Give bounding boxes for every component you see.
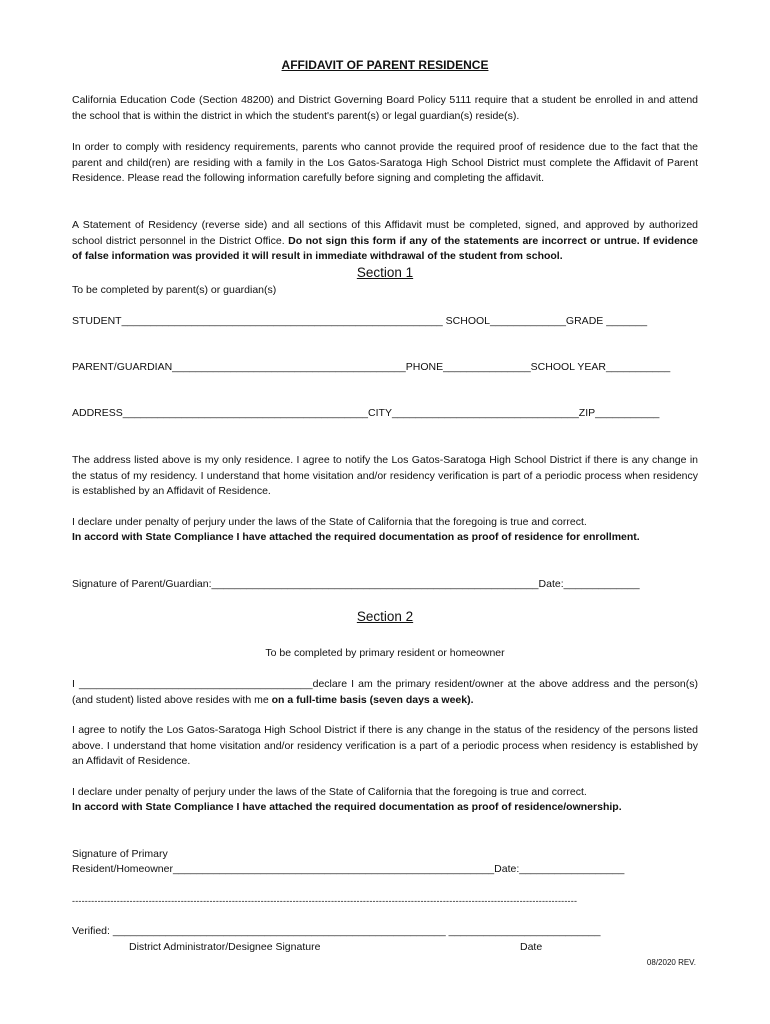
- section-1-subheading: To be completed by parent(s) or guardian(s): [72, 284, 277, 296]
- section-2-subheading: To be completed by primary resident or homeowner: [265, 647, 505, 659]
- parent-signature-date-field[interactable]: Signature of Parent/Guardian:________________________________________________________Date:_____________: [72, 578, 640, 590]
- administrator-signature-caption: District Administrator/Designee Signature: [129, 941, 321, 953]
- document-title: AFFIDAVIT OF PARENT RESIDENCE: [281, 58, 489, 72]
- cut-line-divider: --------------------------------------------------------------------------------------------------------------------------------------------------------------: [72, 896, 578, 906]
- resident-declaration-text: I ________________________________________declare I am the primary resident/owner at the above address and the person(s) (and student) listed above resides with me: [72, 678, 698, 706]
- section-2-declaration: I declare under penalty of perjury under the laws of the State of California that the foregoing is true and correct.: [72, 786, 587, 798]
- intro-paragraph-3-text: A Statement of Residency (reverse side) and all sections of this Affidavit must be completed, signed, and approved by authorized school district personnel in the District Office.: [72, 219, 698, 247]
- address-city-zip-field[interactable]: ADDRESS__________________________________________CITY________________________________ZIP___________: [72, 407, 660, 419]
- resident-declaration-fulltime: on a full-time basis (seven days a week).: [271, 693, 474, 706]
- verified-signature-date-field[interactable]: Verified: _________________________________________________________ __________________________: [72, 925, 601, 937]
- resident-signature-label: Signature of Primary: [72, 848, 168, 860]
- revision-label: 08/2020 REV.: [646, 958, 696, 967]
- intro-paragraph-3-warning: Do not sign this form if any of the statements are incorrect or untrue. If evidence of false information was provided it will result in immediate withdrawal of the student from school.: [72, 234, 699, 262]
- verified-date-caption: Date: [520, 941, 543, 953]
- section-1-heading: Section 1: [356, 265, 414, 280]
- intro-paragraph-3: [72, 218, 698, 265]
- section-2-heading: Section 2: [356, 609, 414, 624]
- intro-paragraph-2: In order to comply with residency requirements, parents who cannot provide the required proof of residence due to the fact that the parent and child(ren) are residing with a family in the Los Gatos-Saratoga High School District must complete the Affidavit of Parent Residence. Please read the following information carefully before signing and completing the affidavit.: [72, 141, 698, 184]
- section-2-compliance: In accord with State Compliance I have attached the required documentation as proof of residence/ownership.: [72, 801, 622, 813]
- section-1-statement: The address listed above is my only residence. I agree to notify the Los Gatos-Saratoga High School District if there is any change in the status of my residency. I understand that home visitation and/or residency verification is part of a periodic process when residency is established by an Affidavit of Residence.: [72, 454, 698, 497]
- section-1-declaration: I declare under penalty of perjury under the laws of the State of California that the foregoing is true and correct.: [72, 516, 587, 528]
- resident-declaration-field[interactable]: [72, 677, 698, 708]
- section-1-compliance: In accord with State Compliance I have attached the required documentation as proof of residence for enrollment.: [72, 531, 640, 543]
- section-2-statement: I agree to notify the Los Gatos-Saratoga High School District if there is any change in the status of the residency of the persons listed above. I understand that home visitation and/or residency verification is a part of a periodic process when residency is established by an Affidavit of Residence.: [72, 724, 698, 767]
- resident-signature-date-field[interactable]: Resident/Homeowner_______________________________________________________Date:__________________: [72, 863, 625, 875]
- intro-paragraph-1: California Education Code (Section 48200) and District Governing Board Policy 5111 require that a student be enrolled in and attend the school that is within the district in which the student's parent(s) or legal guardian(s) reside(s).: [72, 94, 698, 122]
- parent-phone-schoolyear-field[interactable]: PARENT/GUARDIAN________________________________________PHONE_______________SCHOOL YEAR___________: [72, 361, 671, 373]
- student-school-grade-field[interactable]: STUDENT_______________________________________________________ SCHOOL_____________GRADE _______: [72, 315, 648, 327]
